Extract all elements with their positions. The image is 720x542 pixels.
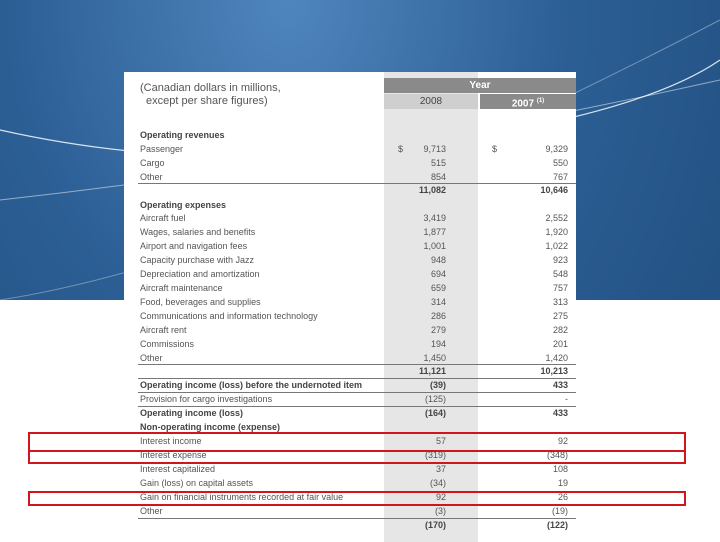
table-row — [138, 393, 576, 406]
row-label: Interest capitalized — [140, 464, 216, 474]
value-2008: 515 — [430, 158, 446, 168]
value-2007: 108 — [552, 464, 568, 474]
table-row — [138, 365, 576, 378]
row-label: Cargo — [140, 158, 165, 168]
row-label: Operating revenues — [140, 130, 225, 140]
table-row — [138, 199, 576, 212]
table-row — [138, 240, 576, 253]
value-2008: 37 — [435, 464, 446, 474]
table-row — [138, 254, 576, 267]
value-2008: 3,419 — [423, 213, 446, 223]
table-row — [138, 519, 576, 532]
value-2008: (170) — [424, 520, 446, 530]
value-2008: 194 — [430, 339, 446, 349]
value-2007: 10,646 — [540, 185, 568, 195]
row-label: Depreciation and amortization — [140, 269, 260, 279]
caption-line-2: except per share figures) — [146, 95, 268, 107]
value-2008: 279 — [430, 325, 446, 335]
row-label: Operating income (loss) — [140, 408, 244, 418]
value-2008: 57 — [435, 436, 446, 446]
value-2007: 548 — [552, 269, 568, 279]
value-2007: 1,920 — [545, 227, 568, 237]
table-row — [138, 379, 576, 392]
row-label: Operating income (loss) before the undernoted item — [140, 380, 363, 390]
table-row — [138, 143, 576, 156]
value-2007: - — [565, 394, 568, 404]
value-2007: 1,022 — [545, 241, 568, 251]
financial-statement — [124, 72, 576, 542]
row-label: Other — [140, 506, 163, 516]
table-row — [138, 505, 576, 518]
value-2007: 26 — [557, 492, 568, 502]
column-header-2007 — [480, 94, 576, 109]
footnote-marker: (1) — [536, 98, 545, 104]
row-label: Other — [140, 172, 163, 182]
value-2008: 694 — [430, 269, 446, 279]
table-row — [138, 324, 576, 337]
value-2008: 314 — [430, 297, 446, 307]
row-label: Wages, salaries and benefits — [140, 227, 256, 237]
table-row — [138, 184, 576, 197]
table-row — [138, 407, 576, 420]
row-label: Gain (loss) on capital assets — [140, 478, 254, 488]
value-2007: 313 — [552, 297, 568, 307]
table-row — [138, 463, 576, 476]
value-2007: 19 — [557, 478, 568, 488]
row-label: Capacity purchase with Jazz — [140, 255, 255, 265]
value-2007: 2,552 — [545, 213, 568, 223]
row-label: Non-operating income (expense) — [140, 422, 281, 432]
year-header: Year — [384, 78, 576, 93]
value-2007: 433 — [552, 408, 568, 418]
table-row — [138, 477, 576, 490]
table-row — [138, 338, 576, 351]
row-label: Gain on financial instruments recorded at fair value — [140, 492, 344, 502]
value-2008: 1,877 — [423, 227, 446, 237]
column-header-2008: 2008 — [384, 94, 478, 109]
table-caption — [140, 82, 370, 108]
value-2007: 201 — [552, 339, 568, 349]
table-row — [138, 157, 576, 170]
table-row — [138, 129, 576, 142]
value-2008: (3) — [435, 506, 446, 516]
row-label: Interest expense — [140, 450, 207, 460]
row-label: Commissions — [140, 339, 195, 349]
row-label: Aircraft fuel — [140, 213, 186, 223]
highlight-gain-financial-instruments — [28, 491, 686, 506]
row-label: Other — [140, 353, 163, 363]
value-2008: (125) — [424, 394, 446, 404]
value-2008: 11,082 — [418, 185, 446, 195]
value-2007: 550 — [552, 158, 568, 168]
value-2008: (164) — [424, 408, 446, 418]
row-label: Food, beverages and supplies — [140, 297, 261, 307]
table-row — [138, 296, 576, 309]
value-2007: 1,420 — [545, 353, 568, 363]
row-label: Aircraft rent — [140, 325, 187, 335]
table-row — [138, 268, 576, 281]
row-label: Operating expenses — [140, 200, 227, 210]
value-2008: 854 — [430, 172, 446, 182]
value-2008: 286 — [430, 311, 446, 321]
currency-symbol: $ — [492, 144, 498, 154]
value-2008: 1,450 — [423, 353, 446, 363]
table-row — [138, 310, 576, 323]
row-label: Passenger — [140, 144, 184, 154]
value-2007: 282 — [552, 325, 568, 335]
value-2007: (122) — [546, 520, 568, 530]
value-2007: 275 — [552, 311, 568, 321]
table-row — [138, 226, 576, 239]
highlight-interest-expense — [28, 450, 686, 464]
column-header-2007-label: 2007 — [511, 98, 535, 110]
value-2007: 757 — [552, 283, 568, 293]
currency-symbol: $ — [398, 144, 404, 154]
row-label: Aircraft maintenance — [140, 283, 223, 293]
row-label: Interest income — [140, 436, 202, 446]
table-row — [138, 282, 576, 295]
value-2008: (319) — [424, 450, 446, 460]
value-2008: (34) — [429, 478, 446, 488]
caption-line-1: (Canadian dollars in millions, — [140, 82, 281, 94]
value-2008: 11,121 — [418, 366, 446, 376]
value-2007: (348) — [546, 450, 568, 460]
value-2007: 9,329 — [545, 144, 568, 154]
value-2008: 1,001 — [423, 241, 446, 251]
value-2008: 92 — [435, 492, 446, 502]
value-2008: 659 — [430, 283, 446, 293]
highlight-interest-income — [28, 432, 686, 452]
value-2008: 948 — [430, 255, 446, 265]
value-2007: 923 — [552, 255, 568, 265]
value-2008: (39) — [429, 380, 446, 390]
row-label: Airport and navigation fees — [140, 241, 248, 251]
value-2007: (19) — [551, 506, 568, 516]
value-2007: 92 — [557, 436, 568, 446]
value-2007: 10,213 — [540, 366, 568, 376]
table-row — [138, 212, 576, 225]
value-2007: 433 — [552, 380, 568, 390]
row-label: Communications and information technology — [140, 311, 318, 321]
value-2008: 9,713 — [423, 144, 446, 154]
value-2007: 767 — [552, 172, 568, 182]
row-label: Provision for cargo investigations — [140, 394, 273, 404]
